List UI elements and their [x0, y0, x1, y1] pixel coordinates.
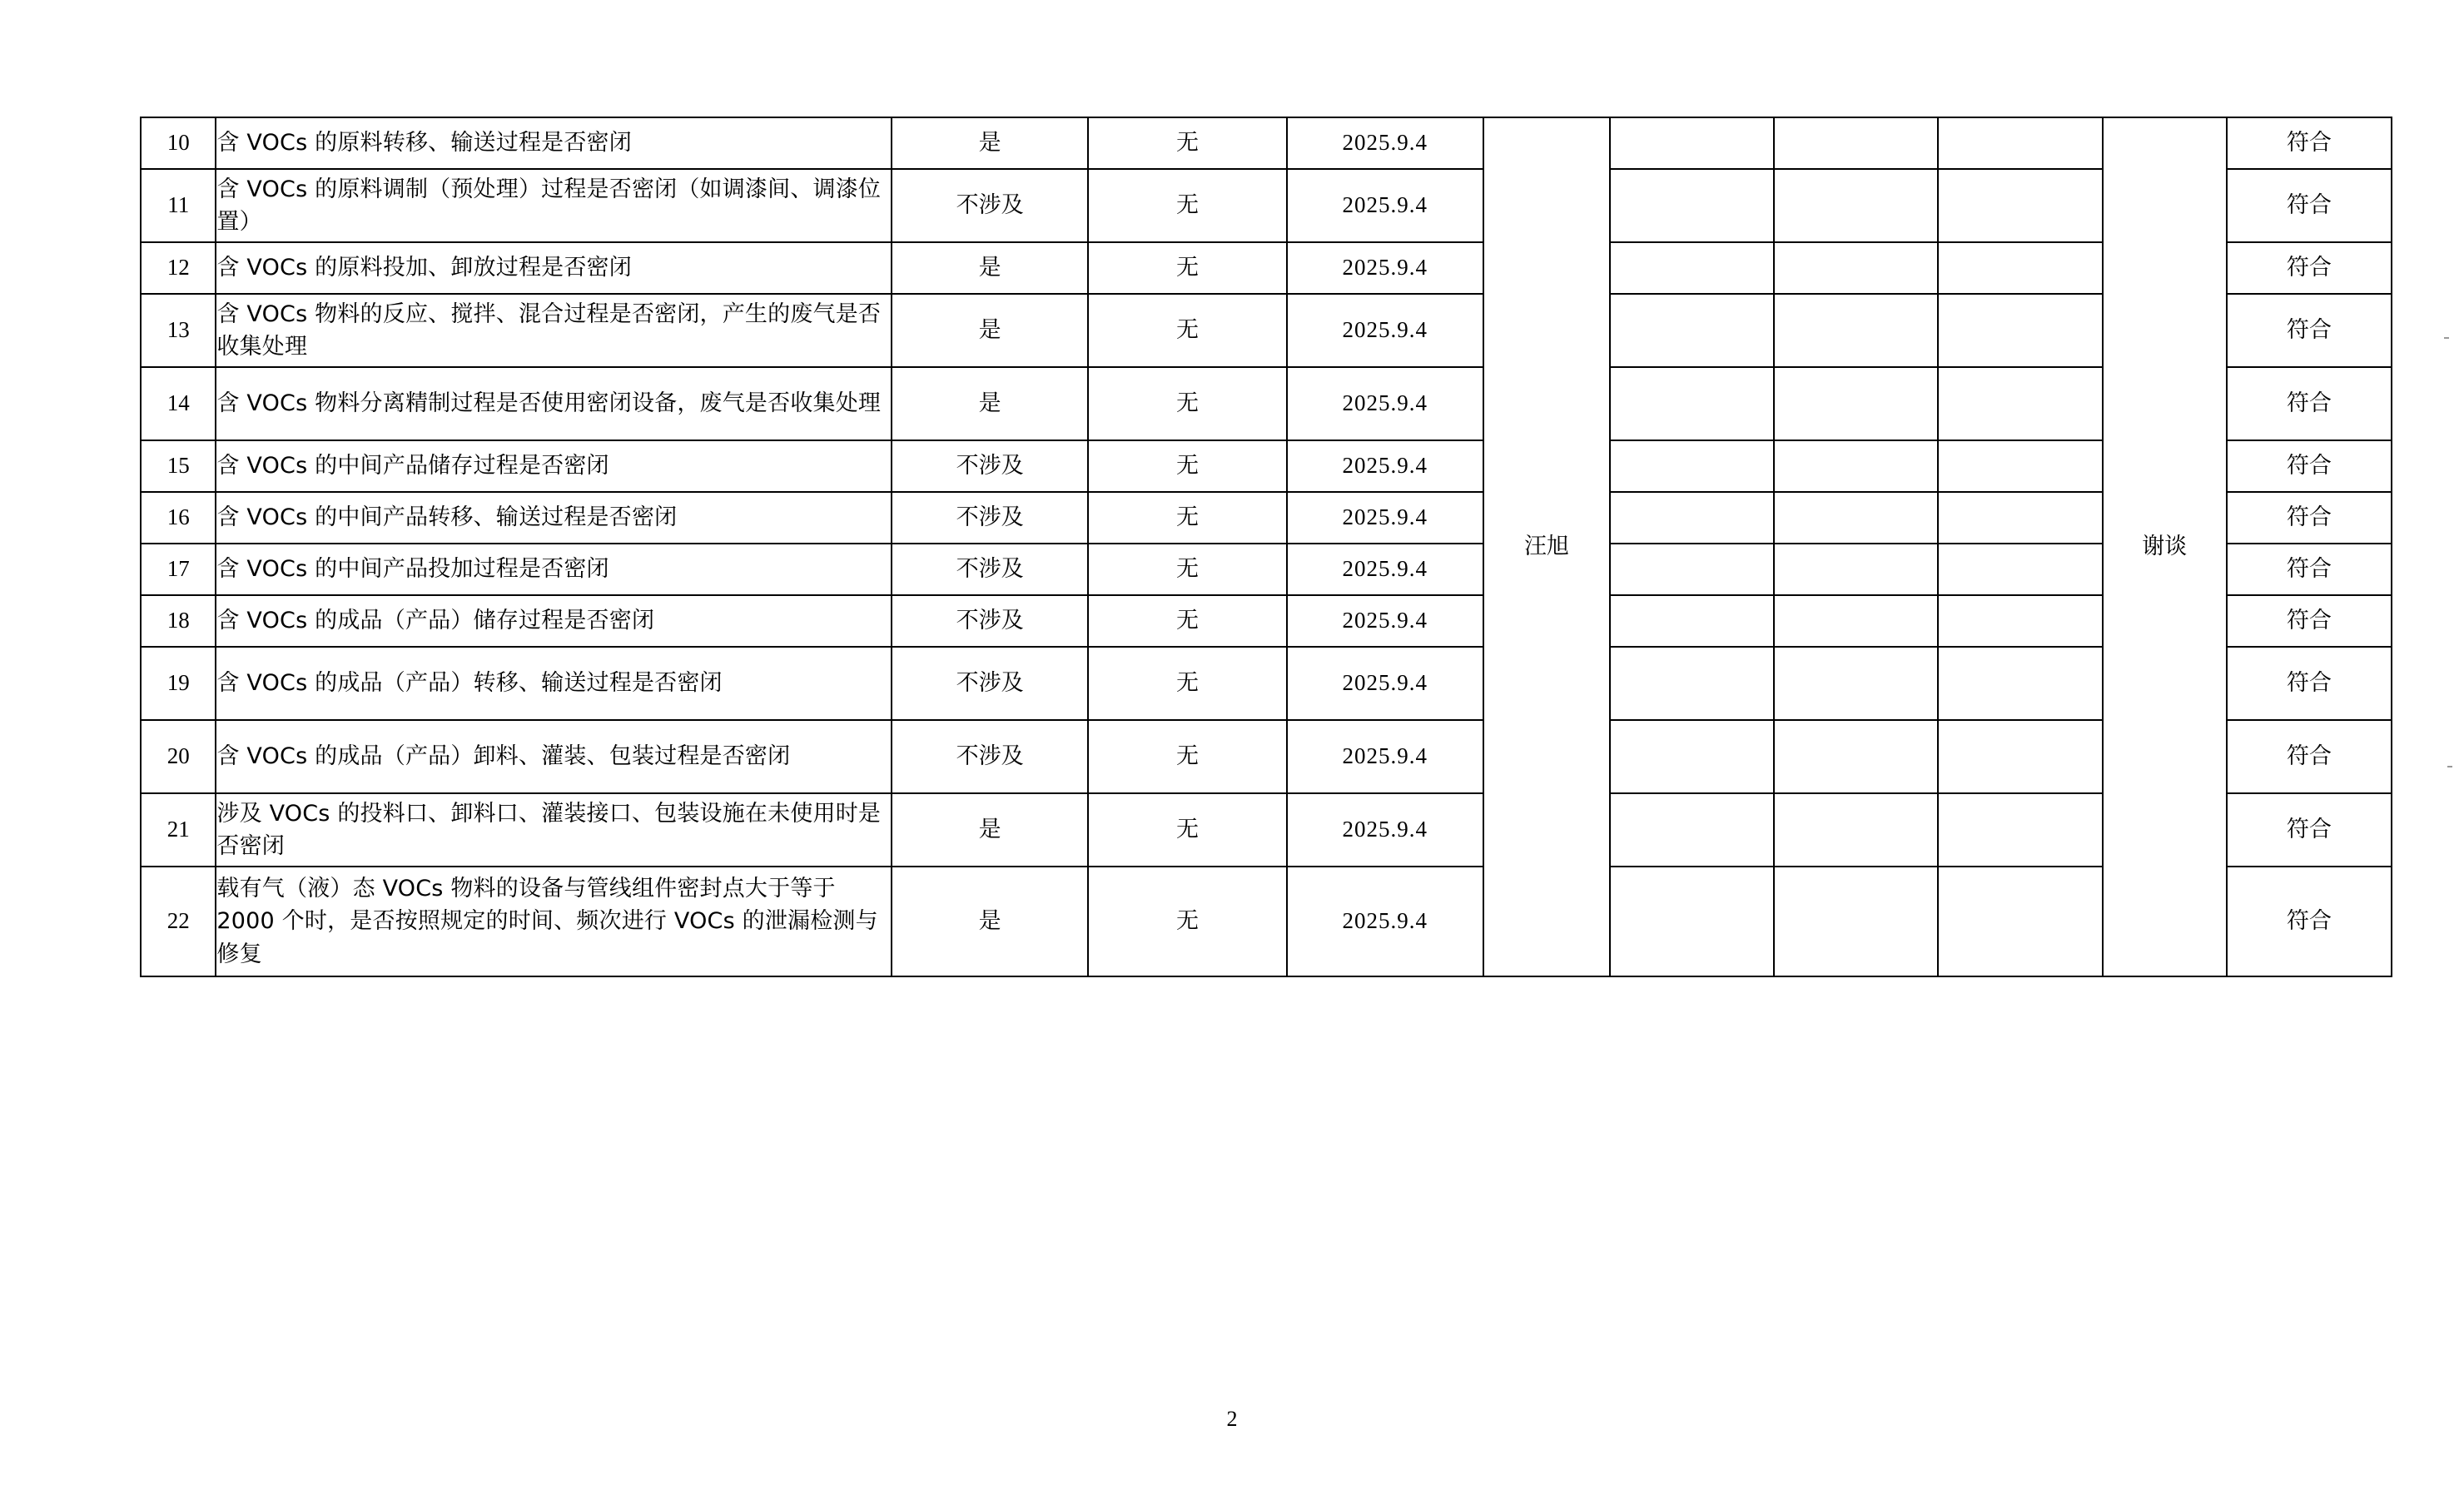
inspection-date-cell: 2025.9.4 [1287, 242, 1483, 294]
problem-cell: 无 [1088, 117, 1286, 169]
inspection-status-cell: 是 [892, 867, 1088, 976]
inspection-date-cell: 2025.9.4 [1287, 867, 1483, 976]
signature-cell: 谢谈 [2103, 117, 2227, 976]
blank-cell-1 [1610, 492, 1774, 544]
blank-cell-3 [1938, 242, 2102, 294]
inspection-status-cell: 不涉及 [892, 440, 1088, 492]
table-row [141, 595, 2392, 647]
row-number-cell: 14 [141, 367, 216, 440]
inspection-date-cell: 2025.9.4 [1287, 720, 1483, 793]
table-row [141, 440, 2392, 492]
blank-cell-1 [1610, 793, 1774, 867]
blank-cell-1 [1610, 720, 1774, 793]
table-row [141, 720, 2392, 793]
inspection-item-cell: 含 VOCs 的成品（产品）转移、输送过程是否密闭 [216, 647, 892, 720]
inspection-date-cell: 2025.9.4 [1287, 117, 1483, 169]
inspection-result-cell: 符合 [2227, 367, 2392, 440]
inspection-status-cell: 是 [892, 294, 1088, 367]
inspection-item-cell: 含 VOCs 物料的反应、搅拌、混合过程是否密闭，产生的废气是否收集处理 [216, 294, 892, 367]
inspection-status-cell: 不涉及 [892, 595, 1088, 647]
table-row [141, 867, 2392, 976]
inspection-date-cell: 2025.9.4 [1287, 793, 1483, 867]
blank-cell-2 [1774, 117, 1938, 169]
inspection-result-cell: 符合 [2227, 595, 2392, 647]
blank-cell-2 [1774, 169, 1938, 242]
table-row [141, 492, 2392, 544]
inspection-status-cell: 不涉及 [892, 492, 1088, 544]
table-row [141, 294, 2392, 367]
inspection-item-cell: 含 VOCs 的原料转移、输送过程是否密闭 [216, 117, 892, 169]
blank-cell-2 [1774, 647, 1938, 720]
vocs-inspection-checklist [140, 117, 2392, 977]
inspection-item-cell: 含 VOCs 的原料调制（预处理）过程是否密闭（如调漆间、调漆位置） [216, 169, 892, 242]
inspection-date-cell: 2025.9.4 [1287, 595, 1483, 647]
blank-cell-2 [1774, 440, 1938, 492]
blank-cell-3 [1938, 867, 2102, 976]
checklist-body [141, 117, 2392, 976]
scan-edge-mark [2444, 337, 2449, 339]
scan-edge-mark [2447, 766, 2452, 767]
problem-cell: 无 [1088, 647, 1286, 720]
blank-cell-1 [1610, 647, 1774, 720]
blank-cell-3 [1938, 440, 2102, 492]
inspection-result-cell: 符合 [2227, 793, 2392, 867]
inspection-status-cell: 不涉及 [892, 169, 1088, 242]
inspection-result-cell: 符合 [2227, 294, 2392, 367]
table-row [141, 647, 2392, 720]
inspection-status-cell: 是 [892, 117, 1088, 169]
inspection-result-cell: 符合 [2227, 867, 2392, 976]
blank-cell-2 [1774, 595, 1938, 647]
blank-cell-2 [1774, 294, 1938, 367]
problem-cell: 无 [1088, 294, 1286, 367]
inspection-date-cell: 2025.9.4 [1287, 440, 1483, 492]
blank-cell-1 [1610, 169, 1774, 242]
inspection-item-cell: 涉及 VOCs 的投料口、卸料口、灌装接口、包装设施在未使用时是否密闭 [216, 793, 892, 867]
inspection-result-cell: 符合 [2227, 242, 2392, 294]
blank-cell-1 [1610, 867, 1774, 976]
row-number-cell: 15 [141, 440, 216, 492]
table-row [141, 367, 2392, 440]
inspection-result-cell: 符合 [2227, 720, 2392, 793]
inspection-item-cell: 含 VOCs 的成品（产品）储存过程是否密闭 [216, 595, 892, 647]
table-row [141, 793, 2392, 867]
inspection-status-cell: 是 [892, 367, 1088, 440]
blank-cell-3 [1938, 793, 2102, 867]
blank-cell-3 [1938, 720, 2102, 793]
problem-cell: 无 [1088, 720, 1286, 793]
inspection-date-cell: 2025.9.4 [1287, 294, 1483, 367]
blank-cell-3 [1938, 647, 2102, 720]
checklist-table-wrapper [140, 117, 2392, 977]
blank-cell-2 [1774, 867, 1938, 976]
row-number-cell: 21 [141, 793, 216, 867]
blank-cell-2 [1774, 242, 1938, 294]
row-number-cell: 19 [141, 647, 216, 720]
blank-cell-1 [1610, 544, 1774, 595]
inspection-date-cell: 2025.9.4 [1287, 544, 1483, 595]
blank-cell-2 [1774, 367, 1938, 440]
inspection-item-cell: 含 VOCs 的中间产品储存过程是否密闭 [216, 440, 892, 492]
row-number-cell: 17 [141, 544, 216, 595]
row-number-cell: 18 [141, 595, 216, 647]
blank-cell-2 [1774, 492, 1938, 544]
row-number-cell: 20 [141, 720, 216, 793]
inspection-item-cell: 含 VOCs 的成品（产品）卸料、灌装、包装过程是否密闭 [216, 720, 892, 793]
inspection-date-cell: 2025.9.4 [1287, 169, 1483, 242]
table-row [141, 169, 2392, 242]
blank-cell-1 [1610, 242, 1774, 294]
inspector-name-cell: 汪旭 [1483, 117, 1610, 976]
problem-cell: 无 [1088, 492, 1286, 544]
row-number-cell: 13 [141, 294, 216, 367]
blank-cell-3 [1938, 544, 2102, 595]
inspection-result-cell: 符合 [2227, 440, 2392, 492]
table-row [141, 117, 2392, 169]
problem-cell: 无 [1088, 595, 1286, 647]
inspection-item-cell: 含 VOCs 的原料投加、卸放过程是否密闭 [216, 242, 892, 294]
blank-cell-3 [1938, 367, 2102, 440]
blank-cell-1 [1610, 117, 1774, 169]
inspection-result-cell: 符合 [2227, 169, 2392, 242]
table-row [141, 242, 2392, 294]
row-number-cell: 11 [141, 169, 216, 242]
blank-cell-2 [1774, 720, 1938, 793]
inspection-item-cell: 含 VOCs 的中间产品投加过程是否密闭 [216, 544, 892, 595]
problem-cell: 无 [1088, 867, 1286, 976]
inspection-date-cell: 2025.9.4 [1287, 492, 1483, 544]
page-number: 2 [1226, 1407, 1238, 1431]
blank-cell-3 [1938, 294, 2102, 367]
row-number-cell: 22 [141, 867, 216, 976]
table-row [141, 544, 2392, 595]
inspection-result-cell: 符合 [2227, 544, 2392, 595]
inspection-status-cell: 是 [892, 242, 1088, 294]
inspection-status-cell: 是 [892, 793, 1088, 867]
blank-cell-3 [1938, 117, 2102, 169]
inspection-item-cell: 载有气（液）态 VOCs 物料的设备与管线组件密封点大于等于 2000 个时，是否按照规定的时间、频次进行 VOCs 的泄漏检测与修复 [216, 867, 892, 976]
blank-cell-1 [1610, 367, 1774, 440]
inspection-result-cell: 符合 [2227, 647, 2392, 720]
blank-cell-1 [1610, 595, 1774, 647]
inspection-date-cell: 2025.9.4 [1287, 647, 1483, 720]
inspection-item-cell: 含 VOCs 的中间产品转移、输送过程是否密闭 [216, 492, 892, 544]
blank-cell-3 [1938, 169, 2102, 242]
inspection-result-cell: 符合 [2227, 492, 2392, 544]
inspection-status-cell: 不涉及 [892, 720, 1088, 793]
row-number-cell: 16 [141, 492, 216, 544]
problem-cell: 无 [1088, 544, 1286, 595]
inspection-status-cell: 不涉及 [892, 647, 1088, 720]
blank-cell-1 [1610, 440, 1774, 492]
inspection-status-cell: 不涉及 [892, 544, 1088, 595]
blank-cell-3 [1938, 595, 2102, 647]
problem-cell: 无 [1088, 169, 1286, 242]
inspection-date-cell: 2025.9.4 [1287, 367, 1483, 440]
blank-cell-2 [1774, 544, 1938, 595]
row-number-cell: 10 [141, 117, 216, 169]
problem-cell: 无 [1088, 242, 1286, 294]
problem-cell: 无 [1088, 793, 1286, 867]
inspection-item-cell: 含 VOCs 物料分离精制过程是否使用密闭设备，废气是否收集处理 [216, 367, 892, 440]
blank-cell-2 [1774, 793, 1938, 867]
blank-cell-1 [1610, 294, 1774, 367]
row-number-cell: 12 [141, 242, 216, 294]
problem-cell: 无 [1088, 367, 1286, 440]
blank-cell-3 [1938, 492, 2102, 544]
inspection-result-cell: 符合 [2227, 117, 2392, 169]
problem-cell: 无 [1088, 440, 1286, 492]
